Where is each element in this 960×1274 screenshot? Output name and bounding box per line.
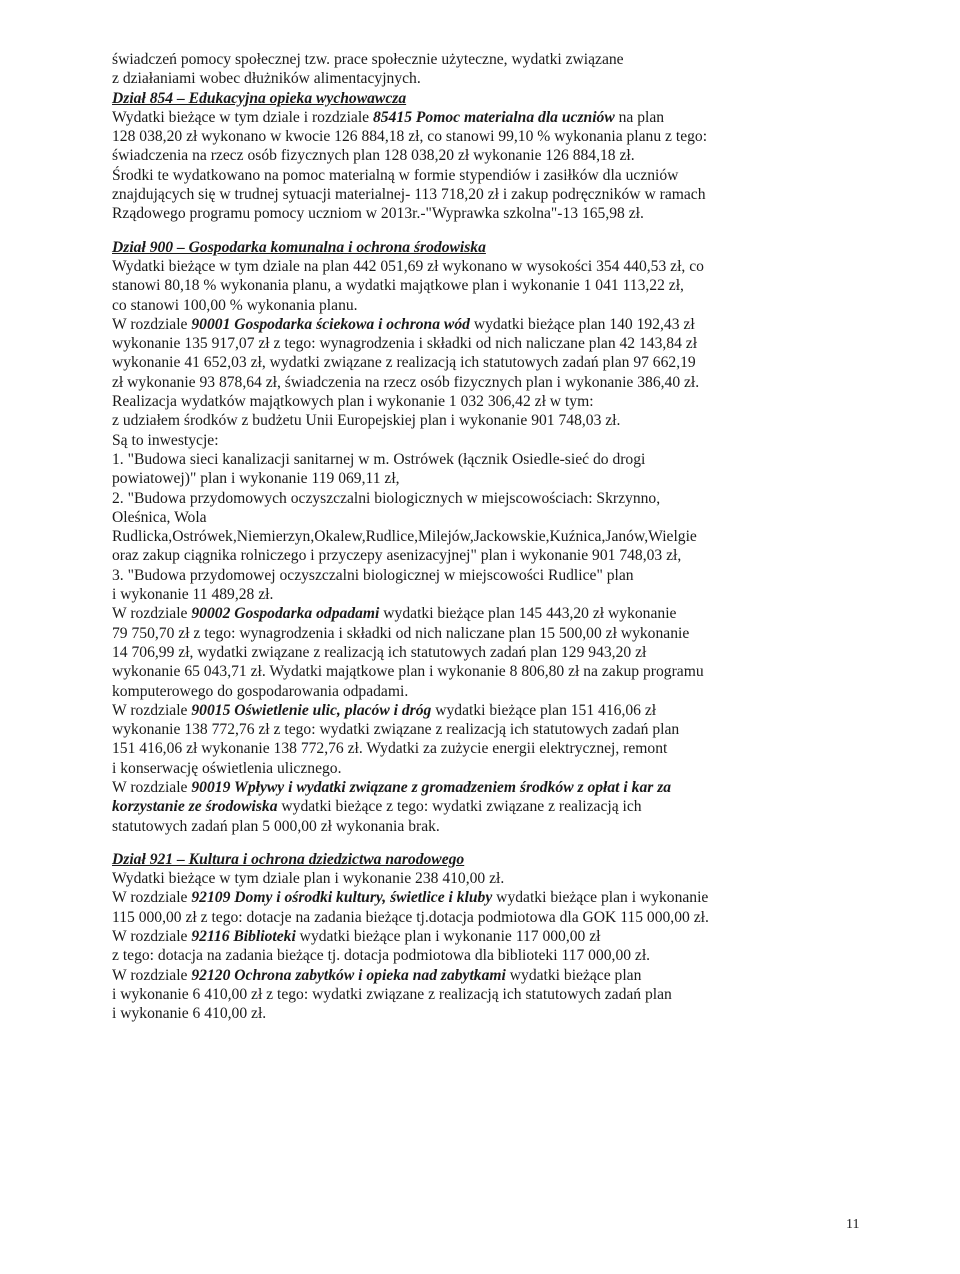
paragraph: W rozdziale 90019 Wpływy i wydatki związane z gromadzeniem środków z opłat i kar za korzystanie ze środowiska wydatki bieżące z tego: wydatki związane z realizacją ich statutowych zadań plan 5 000,00 zł wykonania brak. bbox=[112, 778, 672, 835]
paragraph: Wydatki bieżące w tym dziale i rozdziale 85415 Pomoc materialna dla uczniów na plan 128 038,20 zł wykonano w kwocie 126 884,18 zł, co stanowi 99,10 % wykonania planu z tego: świadczenia na rzecz osób fizycznych plan 128 038,20 zł wykonanie 126 884,18 zł. Środki te wydatkowano na pomoc materialną w formie stypendiów i zasiłków dla uczniów znajdujących się w trudnej sytuacji materialnej- 113 718,20 zł i zakup podręczników w ramach Rządowego programu pomocy uczniom w 2013r.-"Wyprawka szkolna"-13 165,98 zł. bbox=[112, 108, 708, 223]
document-body bbox=[112, 50, 842, 1024]
paragraph: świadczeń pomocy społecznej tzw. prace społecznie użyteczne, wydatki związane z działaniami wobec dłużników alimentacyjnych. bbox=[112, 51, 624, 88]
paragraph: Wydatki bieżące w tym dziale plan i wykonanie 238 410,00 zł. W rozdziale 92109 Domy i ośrodki kultury, świetlice i kluby wydatki bieżące plan i wykonanie 115 000,00 zł z tego: dotacje na zadania bieżące tj.dotacja podmiotowa dla GOK 115 000,00 zł. W rozdziale 92116 Biblioteki wydatki bieżące plan i wykonanie 117 000,00 zł z tego: dotacja na zadania bieżące tj. dotacja podmiotowa dla biblioteki 117 000,00 zł. W rozdziale 92120 Ochrona zabytków i opieka nad zabytkami wydatki bieżące plan i wykonanie 6 410,00 zł z tego: wydatki związane z realizacją ich statutowych zadań plan i wykonanie 6 410,00 zł. bbox=[112, 870, 709, 1023]
section-heading-854: Dział 854 – Edukacyjna opieka wychowawcza bbox=[112, 89, 407, 107]
paragraph: W rozdziale 90001 Gospodarka ściekowa i ochrona wód wydatki bieżące plan 140 192,43 zł wykonanie 135 917,07 zł z tego: wynagrodzenia i składki od nich naliczane plan 42 143,84 zł wykonanie 41 652,03 zł, wydatki związane z realizacją ich statutowych zadań plan 97 662,19 zł wykonanie 93 878,64 zł, świadczenia na rzecz osób fizycznych plan i wykonanie 386,40 zł. Realizacja wydatków majątkowych plan i wykonanie 1 032 306,42 zł w tym: z udziałem środków z budżetu Unii Europejskiej plan i wykonanie 901 748,03 zł. Są to inwestycje: 1. "Budowa sieci kanalizacji sanitarnej w m. Ostrówek (łącznik Osiedle-sieć do drogi powiatowej)" plan i wykonanie 119 069,11 zł, 2. "Budowa przydomowych oczyszczalni biologicznych w miejscowościach: Skrzynno, Oleśnica, Wola Rudlicka,Ostrówek,Niemierzyn,Okalew,Rudlice,Milejów,Jackowskie,Kuźnica,Janów,Wielgie oraz zakup ciągnika rolniczego i przyczepy asenizacyjnej" plan i wykonanie 901 748,03 zł, 3. "Budowa przydomowej oczyszczalni biologicznej w miejscowości Rudlice" plan i wykonanie 11 489,28 zł. bbox=[112, 315, 700, 604]
section-heading-900: Dział 900 – Gospodarka komunalna i ochrona środowiska bbox=[112, 238, 486, 256]
paragraph: Wydatki bieżące w tym dziale na plan 442 051,69 zł wykonano w wysokości 354 440,53 zł, co stanowi 80,18 % wykonania planu, a wydatki majątkowe plan i wykonanie 1 041 113,22 zł, co stanowi 100,00 % wykonania planu. bbox=[112, 257, 704, 314]
paragraph: W rozdziale 90015 Oświetlenie ulic, placów i dróg wydatki bieżące plan 151 416,06 zł wykonanie 138 772,76 zł z tego: wydatki związane z realizacją ich statutowych zadań plan 151 416,06 zł wykonanie 138 772,76 zł. Wydatki za zużycie energii elektrycznej, remont i konserwację oświetlenia ulicznego. bbox=[112, 701, 680, 777]
section-heading-921: Dział 921 – Kultura i ochrona dziedzictwa narodowego bbox=[112, 850, 465, 868]
paragraph: W rozdziale 90002 Gospodarka odpadami wydatki bieżące plan 145 443,20 zł wykonanie 79 750,70 zł z tego: wynagrodzenia i składki od nich naliczane plan 15 500,00 zł wykonanie 14 706,99 zł, wydatki związane z realizacją ich statutowych zadań plan 129 943,20 zł wykonanie 65 043,71 zł. Wydatki majątkowe plan i wykonanie 8 806,80 zł na zakup programu komputerowego do gospodarowania odpadami. bbox=[112, 605, 704, 700]
page-number: 11 bbox=[846, 1217, 860, 1232]
